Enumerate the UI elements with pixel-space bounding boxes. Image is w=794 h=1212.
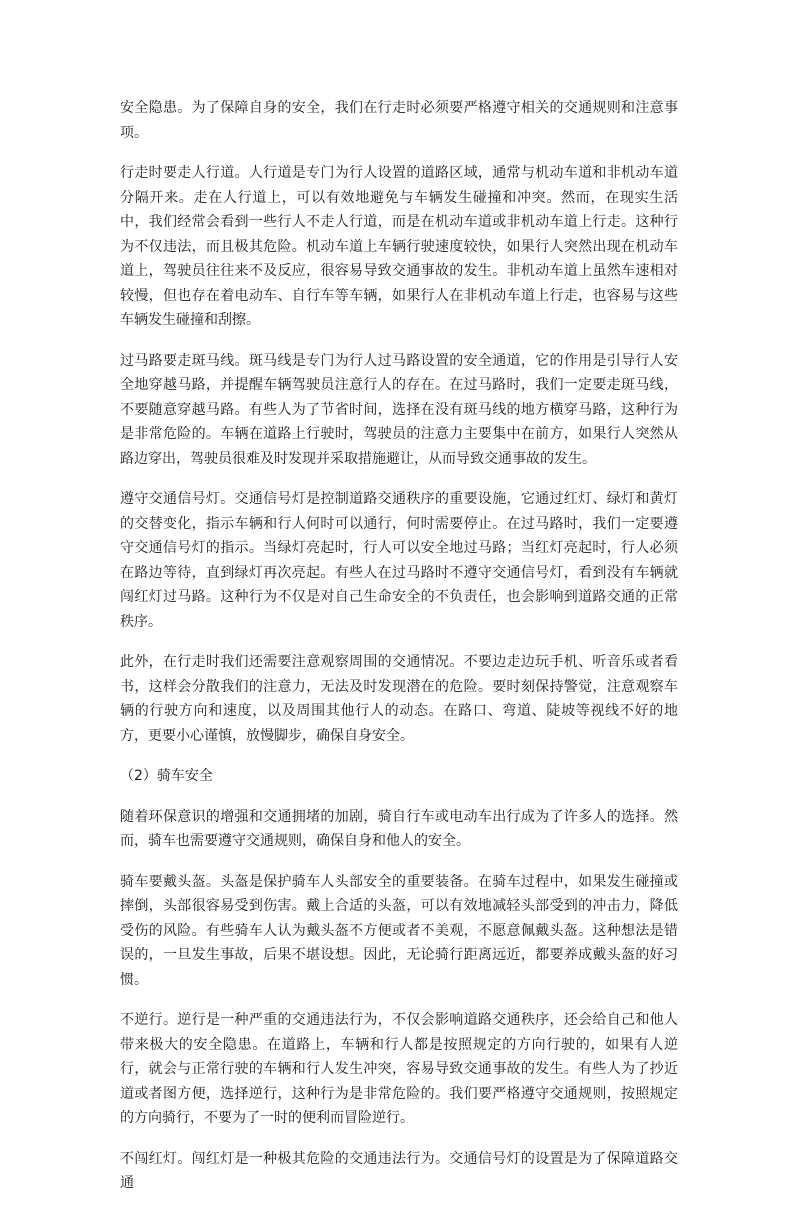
paragraph-no-wrong-way: 不逆行。逆行是一种严重的交通违法行为，不仅会影响道路交通秩序，还会给自己和他人带来极大的安全隐患。在道路上，车辆和行人都是按照规定的方向行驶的，如果有人逆行，就会与正常行驶的车辆和行人发生冲突，容易导致交通事故的发生。有些人为了抄近道或者图方便，选择逆行，这种行为是非常危险的。我们要严格遵守交通规则，按照规定的方向骑行，不要为了一时的便利而冒险逆行。 <box>120 1012 678 1126</box>
paragraph-sidewalk: 行走时要走人行道。人行道是专门为行人设置的道路区域，通常与机动车道和非机动车道分隔开来。走在人行道上，可以有效地避免与车辆发生碰撞和冲突。然而，在现实生活中，我们经常会看到一些行人不走人行道，而是在机动车道或非机动车道上行走。这种行为不仅违法，而且极其危险。机动车道上车辆行驶速度较快，如果行人突然出现在机动车道上，驾驶员往往来不及反应，很容易导致交通事故的发生。非机动车道上虽然车速相对较慢，但也存在着电动车、自行车等车辆，如果行人在非机动车道上行走，也容易与这些车辆发生碰撞和刮擦。 <box>120 165 678 328</box>
section-heading-cycling: （2）骑车安全 <box>120 768 213 784</box>
paragraph-no-red-light: 不闯红灯。闯红灯是一种极其危险的交通违法行为。交通信号灯的设置是为了保障道路交通 <box>120 1150 678 1191</box>
paragraph-cycling-intro: 随着环保意识的增强和交通拥堵的加剧，骑自行车或电动车出行成为了许多人的选择。然而，骑车也需要遵守交通规则，确保自身和他人的安全。 <box>120 808 678 849</box>
paragraph-safety-hazard: 安全隐患。为了保障自身的安全，我们在行走时必须要严格遵守相关的交通规则和注意事项。 <box>120 100 678 141</box>
paragraph-crosswalk: 过马路要走斑马线。斑马线是专门为行人过马路设置的安全通道，它的作用是引导行人安全地穿越马路，并提醒车辆驾驶员注意行人的存在。在过马路时，我们一定要走斑马线，不要随意穿越马路。有些人为了节省时间，选择在没有斑马线的地方横穿马路，这种行为是非常危险的。车辆在道路上行驶时，驾驶员的注意力主要集中在前方，如果行人突然从路边穿出，驾驶员很难及时发现并采取措施避让，从而导致交通事故的发生。 <box>120 352 678 467</box>
paragraph-traffic-light: 遵守交通信号灯。交通信号灯是控制道路交通秩序的重要设施，它通过红灯、绿灯和黄灯的交替变化，指示车辆和行人何时可以通行，何时需要停止。在过马路时，我们一定要遵守交通信号灯的指示。当绿灯亮起时，行人可以安全地过马路；当红灯亮起时，行人必须在路边等待，直到绿灯再次亮起。有些人在过马路时不遵守交通信号灯，看到没有车辆就闯红灯过马路。这种行为不仅是对自己生命安全的不负责任，也会影响到道路交通的正常秩序。 <box>120 491 678 630</box>
document-page <box>120 96 678 1212</box>
paragraph-observe-traffic: 此外，在行走时我们还需要注意观察周围的交通情况。不要边走边玩手机、听音乐或者看书，这样会分散我们的注意力，无法及时发现潜在的危险。要时刻保持警觉，注意观察车辆的行驶方向和速度，以及周围其他行人的动态。在路口、弯道、陡坡等视线不好的地方，更要小心谨慎，放慢脚步，确保自身安全。 <box>120 654 678 744</box>
paragraph-helmet: 骑车要戴头盔。头盔是保护骑车人头部安全的重要装备。在骑车过程中，如果发生碰撞或摔倒，头部很容易受到伤害。戴上合适的头盔，可以有效地减轻头部受到的冲击力，降低受伤的风险。有些骑车人认为戴头盔不方便或者不美观，不愿意佩戴头盔。这种想法是错误的，一旦发生事故，后果不堪设想。因此，无论骑行距离远近，都要养成戴头盔的好习惯。 <box>120 873 678 988</box>
